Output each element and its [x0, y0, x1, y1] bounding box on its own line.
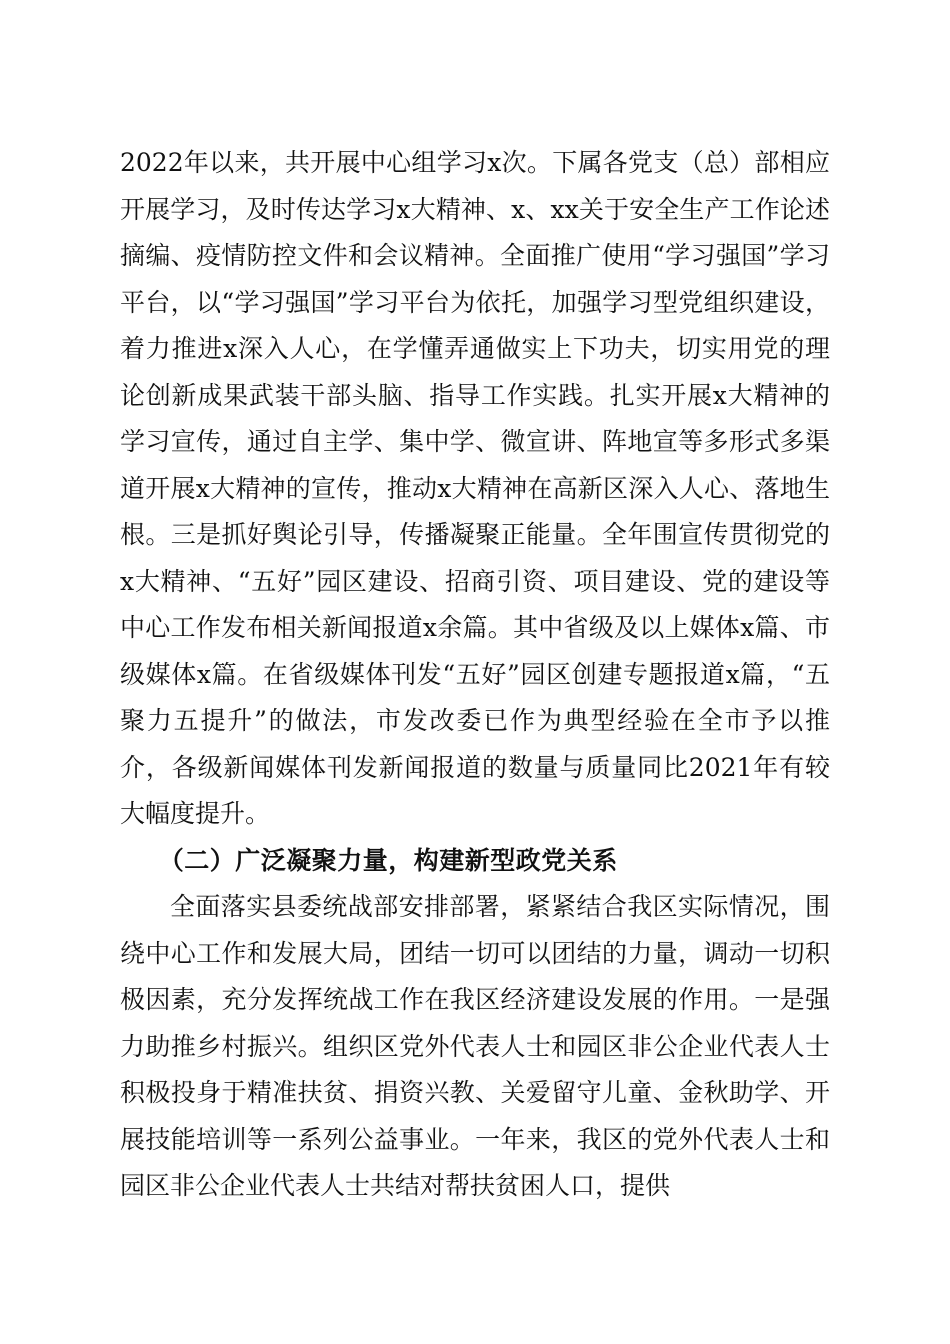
body-paragraph-propaganda: 2022年以来，共开展中心组学习x次。下属各党支（总）部相应开展学习，及时传达学习x大精神、x、xx关于安全生产工作论述摘编、疫情防控文件和会议精神。全面推广使用“学习强国”学习平台，以“学习强国”学习平台为依托，加强学习型党组织建设，着力推进x深入人心，在学懂弄通做实上下功夫，切实用党的理论创新成果武装干部头脑、指导工作实践。扎实开展x大精神的学习宣传，通过自主学、集中学、微宣讲、阵地宣等多形式多渠道开展x大精神的宣传，推动x大精神在高新区深入人心、落地生根。三是抓好舆论引导，传播凝聚正能量。全年围宣传贯彻党的x大精神、“五好”园区建设、招商引资、项目建设、党的建设等中心工作发布相关新闻报道x余篇。其中省级及以上媒体x篇、市级媒体x篇。在省级媒体刊发“五好”园区创建专题报道x篇，“五聚力五提升”的做法，市发改委已作为典型经验在全市予以推介，各级新闻媒体刊发新闻报道的数量与质量同比2021年有较大幅度提升。	[120, 148, 830, 828]
body-paragraph-united-front: 全面落实县委统战部安排部署，紧紧结合我区实际情况，围绕中心工作和发展大局，团结一切可以团结的力量，调动一切积极因素，充分发挥统战工作在我区经济建设发展的作用。一是强力助推乡村振兴。组织区党外代表人士和园区非公企业代表人士积极投身于精准扶贫、捐资兴教、关爱留守儿童、金秋助学、开展技能培训等一系列公益事业。一年来，我区的党外代表人士和园区非公企业代表人士共结对帮扶贫困人口，提供	[120, 892, 830, 1200]
section-heading: （二）广泛凝聚力量，构建新型政党关系	[158, 845, 618, 875]
document-body	[120, 140, 830, 1210]
